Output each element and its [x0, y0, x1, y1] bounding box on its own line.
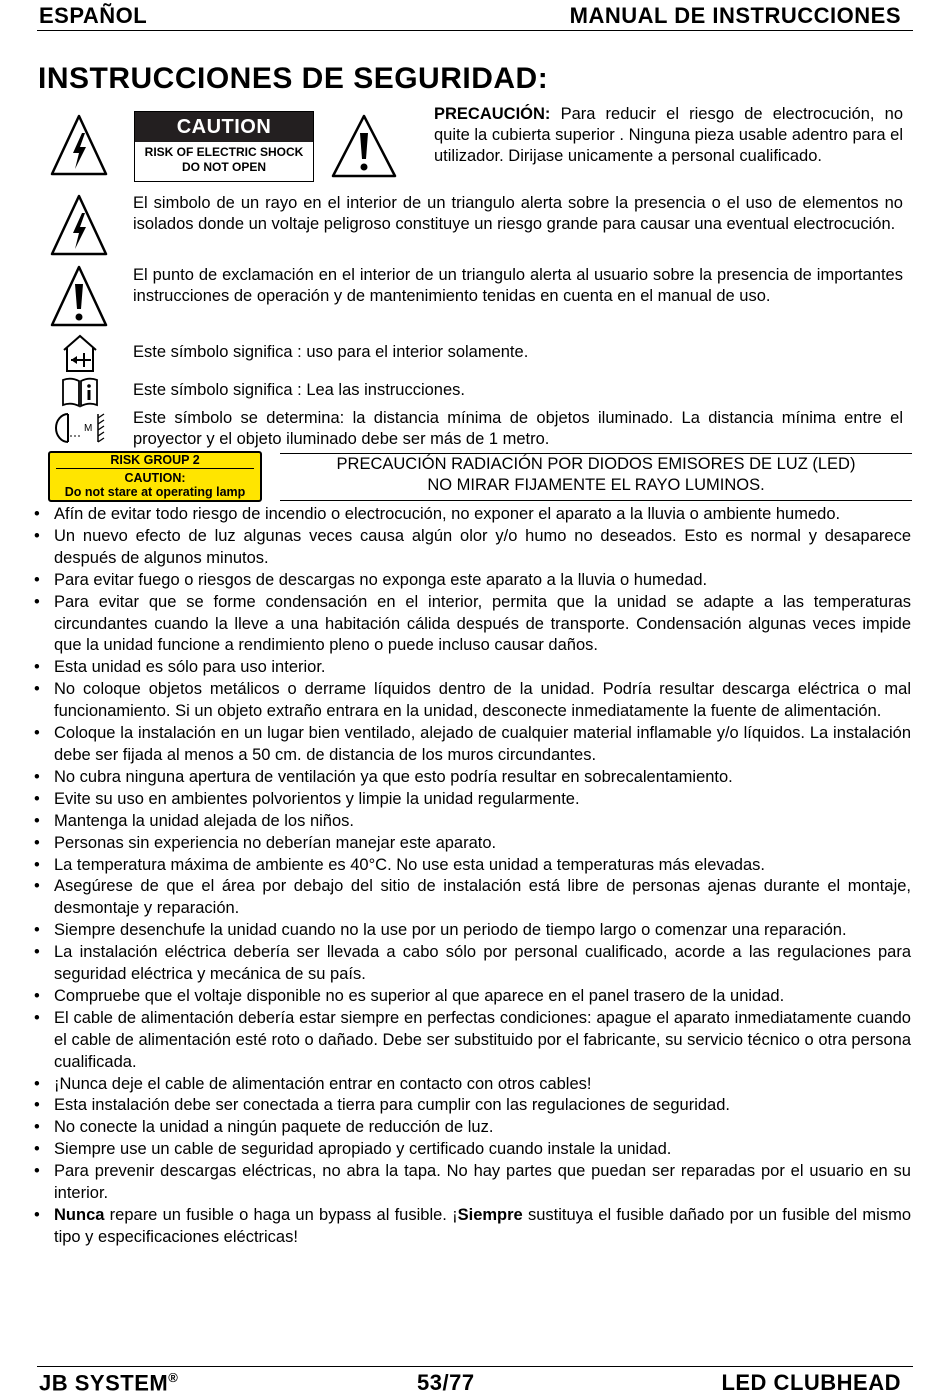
header-doc-title: MANUAL DE INSTRUCCIONES [569, 3, 901, 28]
section-title: INSTRUCCIONES DE SEGURIDAD: [38, 62, 549, 95]
list-item: • Para prevenir descargas eléctricas, no abra la tapa. No hay partes que puedan ser reparadas por el usuario en su interior. [34, 1162, 911, 1203]
list-item: • Un nuevo efecto de luz algunas veces causa algún olor y/o humo no deseados. Esto es normal y desaparece después de algunos minutos. [34, 526, 911, 567]
exclamation-symbol-text: El punto de exclamación en el interior de un triangulo alerta al usuario sobre la presencia de importantes instrucciones de operación y de mantenimiento tenidas en cuenta en el manual de uso. [133, 266, 903, 305]
list-item: • El cable de alimentación debería estar siempre en perfectas condiciones: apague el aparato inmediatamente cuando el cable de alimentación esté roto o dañado. Debe ser substituido por el fabricante, su servicio técnico o otra persona cualificada. [34, 1008, 911, 1071]
list-item: • Para evitar fuego o riesgos de descargas no exponga este aparato a la lluvia o humedad. [34, 570, 708, 589]
list-item: • Asegúrese de que el área por debajo del sitio de instalación está libre de personas ajenas durante el montaje, desmontaje y reparación. [34, 877, 911, 918]
page-header [37, 2, 913, 31]
risk-group-label [48, 451, 262, 502]
list-item: • Personas sin experiencia no deberían manejar este aparato. [34, 833, 497, 852]
caution-label [134, 111, 314, 182]
list-item: • Esta instalación debe ser conectada a tierra para cumplir con las regulaciones de seguridad. [34, 1096, 730, 1115]
read-instructions-icon [60, 376, 100, 408]
page-number: 53/77 [417, 1370, 475, 1395]
list-item: • Compruebe que el voltaje disponible no es superior al que aparece en el panel trasero de la unidad. [34, 986, 785, 1005]
caution-line-2: DO NOT OPEN [181, 160, 266, 174]
registered-mark: ® [168, 1370, 179, 1385]
footer-product: LED CLUBHEAD [721, 1370, 901, 1395]
read-symbol-text: Este símbolo significa : Lea las instrucciones. [133, 381, 465, 399]
led-warning-line-1: PRECAUCIÓN RADIACIÓN POR DIODOS EMISORES DE LUZ (LED) [336, 455, 856, 473]
list-item: • Esta unidad es sólo para uso interior. [34, 658, 326, 677]
list-item: • No cubra ninguna apertura de ventilación ya que esto podría resultar en sobrecalentamiento. [34, 767, 733, 786]
list-item: • No conecte la unidad a ningún paquete de reducción de luz. [34, 1118, 494, 1137]
indoor-symbol-text: Este símbolo significa : uso para el interior solamente. [133, 343, 529, 361]
led-warning-box [280, 453, 912, 501]
risk-caution-text: Do not stare at operating lamp [64, 485, 246, 499]
exclamation-warning-icon [330, 113, 398, 179]
lightning-symbol-icon [49, 193, 109, 257]
lightning-warning-icon [49, 113, 109, 177]
list-item: • ¡Nunca deje el cable de alimentación entrar en contacto con otros cables! [34, 1074, 592, 1093]
minimum-distance-icon [54, 409, 110, 447]
caution-heading: CAUTION [135, 112, 313, 142]
caution-line-1: RISK OF ELECTRIC SHOCK [144, 145, 304, 159]
list-item: • Coloque la instalación en un lugar bien ventilado, alejado de cualquier material inflamable y/o líquidos. La instalación debe ser fijada al menos a 50 cm. de distancia de los muros circundantes. [34, 724, 911, 764]
list-item: • No coloque objetos metálicos o derrame líquidos dentro de la unidad. Podría resultar descarga eléctrica o mal funcionamiento. Si un objeto extraño entrara en la unidad, desconecte inmediatamente la fuente de alimentación. [34, 680, 911, 721]
list-item: • La instalación eléctrica debería ser llevada a cabo sólo por personal cualificado, acorde a las regulaciones para seguridad eléctrica y mecánica de su país. [34, 943, 911, 984]
header-language: ESPAÑOL [39, 3, 148, 28]
exclamation-symbol-icon [49, 264, 109, 328]
list-item: • Nunca repare un fusible o haga un bypass al fusible. ¡Siempre sustituya el fusible dañado por un fusible del mismo tipo y especificaciones eléctricas! [34, 1206, 912, 1246]
list-item: • Afín de evitar todo riesgo de incendio o electrocución, no exponer el aparato a la lluvia o ambiente humedo. [34, 505, 841, 523]
distance-icon-label: M [84, 423, 93, 434]
list-item: • Siempre desenchufe la unidad cuando no la use por un periodo de tiempo largo o comenzar una reparación. [34, 921, 847, 940]
precaution-paragraph [434, 104, 903, 167]
footer-brand: JB SYSTEM® [39, 1370, 179, 1396]
list-item: • Para evitar que se forme condensación en el interior, permita que la unidad se adapte a las temperaturas circundantes cuando la lleve a una habitación cálida después de transporte. Condensación algunas veces impide que la unidad funcione a rendimiento pleno o puede incluso causar daños. [34, 592, 911, 655]
page-footer [37, 1366, 913, 1397]
list-item: • La temperatura máxima de ambiente es 40°C. No use esta unidad a temperaturas más elevadas. [34, 855, 765, 874]
lightning-symbol-text: El simbolo de un rayo en el interior de un triangulo alerta sobre la presencia o el uso de elementos no isolados donde un voltaje peligroso constituye un riesgo grande para causar una eventual electrocución. [133, 194, 903, 233]
precaution-bold: PRECAUCIÓN: [434, 105, 551, 123]
risk-caution-heading: CAUTION: [124, 471, 186, 485]
precaution-text: Para reducir el riesgo de electrocución, no quite la cubierta superior . Ninguna pieza usable adentro para el utilizador. Dirijase unicamente a personal cualificado. [434, 105, 903, 165]
risk-group-title: RISK GROUP 2 [56, 453, 254, 469]
indoor-use-icon [61, 333, 99, 373]
safety-bullet-list [31, 504, 911, 1249]
distance-symbol-text: Este símbolo se determina: la distancia mínima de objetos iluminado. La distancia mínima entre el proyector y el objeto iluminado debe ser más de 1 metro. [133, 409, 903, 448]
led-warning-line-2: NO MIRAR FIJAMENTE EL RAYO LUMINOS. [427, 476, 765, 494]
list-item: • Siempre use un cable de seguridad apropiado y certificado cuando instale la unidad. [34, 1140, 672, 1159]
list-item: • Mantenga la unidad alejada de los niños. [34, 811, 354, 830]
list-item: • Evite su uso en ambientes polvorientos y limpie la unidad regularmente. [34, 789, 580, 808]
